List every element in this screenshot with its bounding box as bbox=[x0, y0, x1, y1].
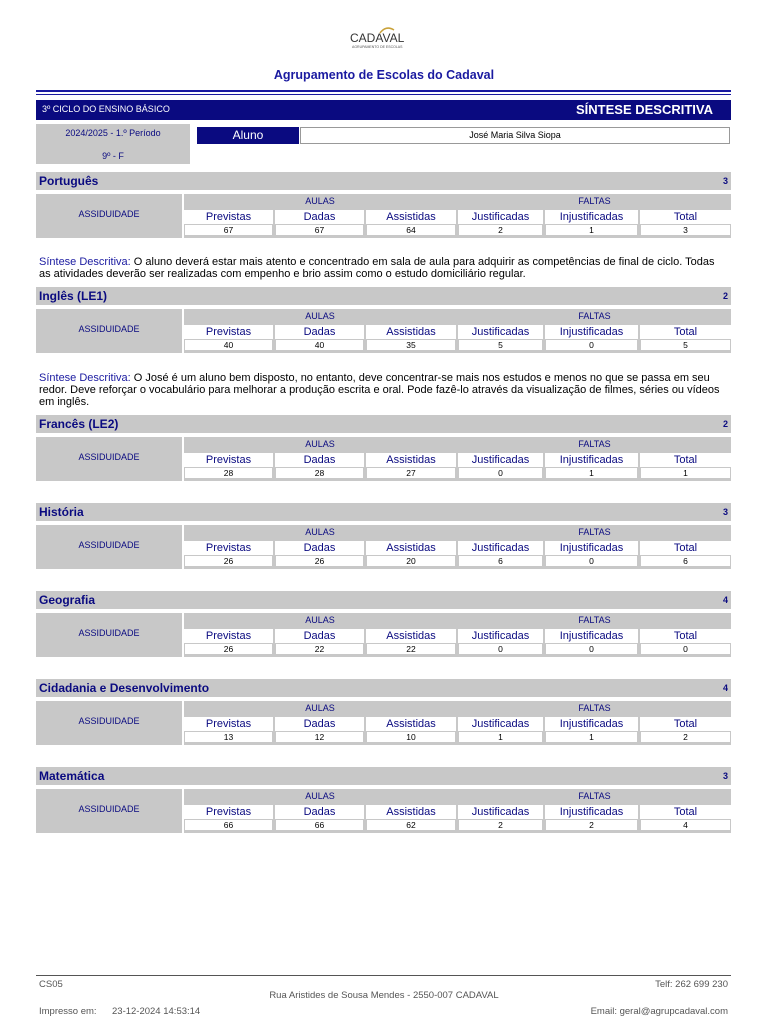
subject-header bbox=[36, 767, 731, 785]
val-total: 0 bbox=[640, 644, 731, 655]
val-justificadas: 2 bbox=[458, 820, 543, 831]
assiduidade-label: ASSIDUIDADE bbox=[36, 309, 182, 353]
col-assistidas: Assistidas bbox=[366, 325, 456, 339]
sintese-label: Síntese Descritiva: bbox=[39, 372, 131, 384]
attendance-table bbox=[36, 194, 731, 238]
col-previstas: Previstas bbox=[184, 541, 273, 555]
col-assistidas: Assistidas bbox=[366, 541, 456, 555]
footer-rule bbox=[36, 975, 731, 976]
value-row bbox=[184, 468, 731, 479]
col-injustificadas: Injustificadas bbox=[545, 325, 638, 339]
attendance-grid bbox=[184, 309, 731, 353]
aulas-header: AULAS bbox=[184, 525, 456, 539]
col-justificadas: Justificadas bbox=[458, 325, 543, 339]
value-row bbox=[184, 225, 731, 236]
subject-grade: 4 bbox=[722, 683, 728, 693]
col-total: Total bbox=[640, 541, 731, 555]
col-previstas: Previstas bbox=[184, 453, 273, 467]
faltas-header: FALTAS bbox=[458, 437, 731, 451]
col-previstas: Previstas bbox=[184, 629, 273, 643]
footer-address: Rua Aristides de Sousa Mendes - 2550-007 CADAVAL bbox=[269, 990, 499, 1001]
subject-block bbox=[36, 172, 731, 238]
student-name: José Maria Silva Siopa bbox=[300, 127, 730, 144]
subject-name: História bbox=[39, 505, 84, 519]
val-assistidas: 64 bbox=[366, 225, 456, 236]
attendance-table bbox=[36, 701, 731, 745]
aluno-label: Aluno bbox=[197, 127, 299, 144]
subject-name: Cidadania e Desenvolvimento bbox=[39, 681, 210, 695]
faltas-header: FALTAS bbox=[458, 789, 731, 803]
subject-name: Matemática bbox=[39, 769, 105, 783]
col-dadas: Dadas bbox=[275, 325, 364, 339]
svg-text:CADAVAL: CADAVAL bbox=[350, 31, 405, 45]
subject-header bbox=[36, 287, 731, 305]
faltas-header: FALTAS bbox=[458, 613, 731, 627]
val-justificadas: 5 bbox=[458, 340, 543, 351]
footer-phone: Telf: 262 699 230 bbox=[655, 979, 728, 990]
val-total: 2 bbox=[640, 732, 731, 743]
col-dadas: Dadas bbox=[275, 805, 364, 819]
col-injustificadas: Injustificadas bbox=[545, 717, 638, 731]
attendance-grid bbox=[184, 701, 731, 745]
val-justificadas: 1 bbox=[458, 732, 543, 743]
school-logo bbox=[350, 24, 420, 50]
col-assistidas: Assistidas bbox=[366, 717, 456, 731]
footer-printed-label: Impresso em: bbox=[39, 1006, 97, 1017]
col-total: Total bbox=[640, 325, 731, 339]
val-dadas: 67 bbox=[275, 225, 364, 236]
attendance-grid bbox=[184, 194, 731, 238]
assiduidade-label: ASSIDUIDADE bbox=[36, 613, 182, 657]
col-injustificadas: Injustificadas bbox=[545, 541, 638, 555]
val-dadas: 66 bbox=[275, 820, 364, 831]
column-headers bbox=[184, 541, 731, 555]
school-title: Agrupamento de Escolas do Cadaval bbox=[273, 68, 495, 82]
val-assistidas: 22 bbox=[366, 644, 456, 655]
attendance-grid bbox=[184, 789, 731, 833]
col-dadas: Dadas bbox=[275, 717, 364, 731]
sintese-descritiva bbox=[39, 372, 729, 408]
class-label: 9º - F bbox=[102, 151, 124, 161]
val-assistidas: 10 bbox=[366, 732, 456, 743]
subject-block bbox=[36, 679, 731, 745]
period-label: 2024/2025 - 1.º Período bbox=[65, 128, 161, 138]
subject-block bbox=[36, 767, 731, 833]
col-assistidas: Assistidas bbox=[366, 210, 456, 224]
cycle-label: 3º CICLO DO ENSINO BÁSICO bbox=[42, 104, 170, 114]
subject-header bbox=[36, 503, 731, 521]
subject-grade: 3 bbox=[722, 771, 728, 781]
col-assistidas: Assistidas bbox=[366, 453, 456, 467]
col-justificadas: Justificadas bbox=[458, 453, 543, 467]
footer-code: CS05 bbox=[39, 979, 63, 990]
value-row bbox=[184, 820, 731, 831]
col-assistidas: Assistidas bbox=[366, 805, 456, 819]
col-justificadas: Justificadas bbox=[458, 210, 543, 224]
val-dadas: 28 bbox=[275, 468, 364, 479]
col-total: Total bbox=[640, 210, 731, 224]
col-total: Total bbox=[640, 453, 731, 467]
col-assistidas: Assistidas bbox=[366, 629, 456, 643]
val-total: 3 bbox=[640, 225, 731, 236]
val-justificadas: 6 bbox=[458, 556, 543, 567]
assiduidade-label: ASSIDUIDADE bbox=[36, 437, 182, 481]
value-row bbox=[184, 732, 731, 743]
subject-block bbox=[36, 503, 731, 569]
col-total: Total bbox=[640, 717, 731, 731]
val-justificadas: 0 bbox=[458, 644, 543, 655]
val-previstas: 26 bbox=[184, 556, 273, 567]
aulas-header: AULAS bbox=[184, 194, 456, 208]
val-previstas: 66 bbox=[184, 820, 273, 831]
assiduidade-label: ASSIDUIDADE bbox=[36, 789, 182, 833]
val-dadas: 12 bbox=[275, 732, 364, 743]
subject-grade: 3 bbox=[722, 176, 728, 186]
col-injustificadas: Injustificadas bbox=[545, 210, 638, 224]
cycle-bar bbox=[36, 100, 731, 120]
col-justificadas: Justificadas bbox=[458, 541, 543, 555]
sintese-text: O José é um aluno bem disposto, no entanto, deve concentrar-se mais nos estudos e menos no que se passa em seu redor. Deve reforçar o vocabulário para melhorar a produção escrita e oral. Pode fazê-lo através da visualização de filmes, séries ou vídeos em inglês. bbox=[39, 372, 720, 408]
val-dadas: 40 bbox=[275, 340, 364, 351]
subject-block bbox=[36, 287, 731, 353]
sintese-text: O aluno deverá estar mais atento e concentrado em sala de aula para adquirir as competências de final de ciclo. Todas as atividades deverão ser realizadas com empenho e brio assim como o estudo domiciliário regular. bbox=[39, 256, 715, 280]
column-headers bbox=[184, 325, 731, 339]
aulas-header: AULAS bbox=[184, 309, 456, 323]
subject-grade: 2 bbox=[722, 419, 728, 429]
val-assistidas: 27 bbox=[366, 468, 456, 479]
subject-name: Inglês (LE1) bbox=[39, 289, 108, 303]
col-dadas: Dadas bbox=[275, 629, 364, 643]
attendance-table bbox=[36, 789, 731, 833]
val-previstas: 26 bbox=[184, 644, 273, 655]
faltas-header: FALTAS bbox=[458, 701, 731, 715]
sintese-label: Síntese Descritiva: bbox=[39, 256, 131, 268]
val-total: 5 bbox=[640, 340, 731, 351]
subject-header bbox=[36, 415, 731, 433]
val-justificadas: 0 bbox=[458, 468, 543, 479]
header-rule-thin bbox=[36, 94, 731, 95]
val-injustificadas: 1 bbox=[545, 732, 638, 743]
attendance-grid bbox=[184, 613, 731, 657]
attendance-grid bbox=[184, 525, 731, 569]
val-injustificadas: 0 bbox=[545, 556, 638, 567]
subject-name: Geografia bbox=[39, 593, 96, 607]
sintese-descritiva bbox=[39, 256, 729, 280]
col-injustificadas: Injustificadas bbox=[545, 805, 638, 819]
col-total: Total bbox=[640, 629, 731, 643]
val-assistidas: 62 bbox=[366, 820, 456, 831]
footer-printed-date: 23-12-2024 14:53:14 bbox=[112, 1006, 201, 1017]
column-headers bbox=[184, 210, 731, 224]
subject-block bbox=[36, 415, 731, 481]
attendance-grid bbox=[184, 437, 731, 481]
val-justificadas: 2 bbox=[458, 225, 543, 236]
faltas-header: FALTAS bbox=[458, 194, 731, 208]
assiduidade-label: ASSIDUIDADE bbox=[36, 525, 182, 569]
subject-name: Português bbox=[39, 174, 99, 188]
aulas-header: AULAS bbox=[184, 789, 456, 803]
col-dadas: Dadas bbox=[275, 210, 364, 224]
col-dadas: Dadas bbox=[275, 541, 364, 555]
period-box bbox=[36, 124, 190, 164]
subject-header bbox=[36, 591, 731, 609]
attendance-table bbox=[36, 309, 731, 353]
val-injustificadas: 0 bbox=[545, 644, 638, 655]
attendance-table bbox=[36, 613, 731, 657]
val-previstas: 67 bbox=[184, 225, 273, 236]
col-previstas: Previstas bbox=[184, 210, 273, 224]
val-assistidas: 20 bbox=[366, 556, 456, 567]
faltas-header: FALTAS bbox=[458, 309, 731, 323]
col-previstas: Previstas bbox=[184, 805, 273, 819]
value-row bbox=[184, 556, 731, 567]
subject-grade: 3 bbox=[722, 507, 728, 517]
col-justificadas: Justificadas bbox=[458, 717, 543, 731]
value-row bbox=[184, 340, 731, 351]
assiduidade-label: ASSIDUIDADE bbox=[36, 701, 182, 745]
val-previstas: 40 bbox=[184, 340, 273, 351]
aulas-header: AULAS bbox=[184, 613, 456, 627]
attendance-table bbox=[36, 525, 731, 569]
subject-name: Francês (LE2) bbox=[39, 417, 119, 431]
col-injustificadas: Injustificadas bbox=[545, 629, 638, 643]
subject-grade: 4 bbox=[722, 595, 728, 605]
footer-email: Email: geral@agrupcadaval.com bbox=[590, 1006, 728, 1017]
subject-header bbox=[36, 172, 731, 190]
attendance-table bbox=[36, 437, 731, 481]
header-rule bbox=[36, 90, 731, 92]
value-row bbox=[184, 644, 731, 655]
subject-grade: 2 bbox=[722, 291, 728, 301]
col-previstas: Previstas bbox=[184, 717, 273, 731]
val-injustificadas: 1 bbox=[545, 225, 638, 236]
aulas-header: AULAS bbox=[184, 701, 456, 715]
column-headers bbox=[184, 805, 731, 819]
aulas-header: AULAS bbox=[184, 437, 456, 451]
val-injustificadas: 2 bbox=[545, 820, 638, 831]
column-headers bbox=[184, 453, 731, 467]
col-injustificadas: Injustificadas bbox=[545, 453, 638, 467]
val-total: 1 bbox=[640, 468, 731, 479]
val-injustificadas: 0 bbox=[545, 340, 638, 351]
faltas-header: FALTAS bbox=[458, 525, 731, 539]
doc-type: SÍNTESE DESCRITIVA bbox=[575, 102, 713, 117]
val-total: 6 bbox=[640, 556, 731, 567]
col-justificadas: Justificadas bbox=[458, 805, 543, 819]
val-assistidas: 35 bbox=[366, 340, 456, 351]
val-dadas: 22 bbox=[275, 644, 364, 655]
col-total: Total bbox=[640, 805, 731, 819]
subject-block bbox=[36, 591, 731, 657]
svg-text:AGRUPAMENTO DE ESCOLAS: AGRUPAMENTO DE ESCOLAS bbox=[352, 45, 403, 49]
val-previstas: 28 bbox=[184, 468, 273, 479]
subject-header bbox=[36, 679, 731, 697]
val-injustificadas: 1 bbox=[545, 468, 638, 479]
col-justificadas: Justificadas bbox=[458, 629, 543, 643]
val-dadas: 26 bbox=[275, 556, 364, 567]
assiduidade-label: ASSIDUIDADE bbox=[36, 194, 182, 238]
col-dadas: Dadas bbox=[275, 453, 364, 467]
column-headers bbox=[184, 629, 731, 643]
val-previstas: 13 bbox=[184, 732, 273, 743]
val-total: 4 bbox=[640, 820, 731, 831]
column-headers bbox=[184, 717, 731, 731]
col-previstas: Previstas bbox=[184, 325, 273, 339]
